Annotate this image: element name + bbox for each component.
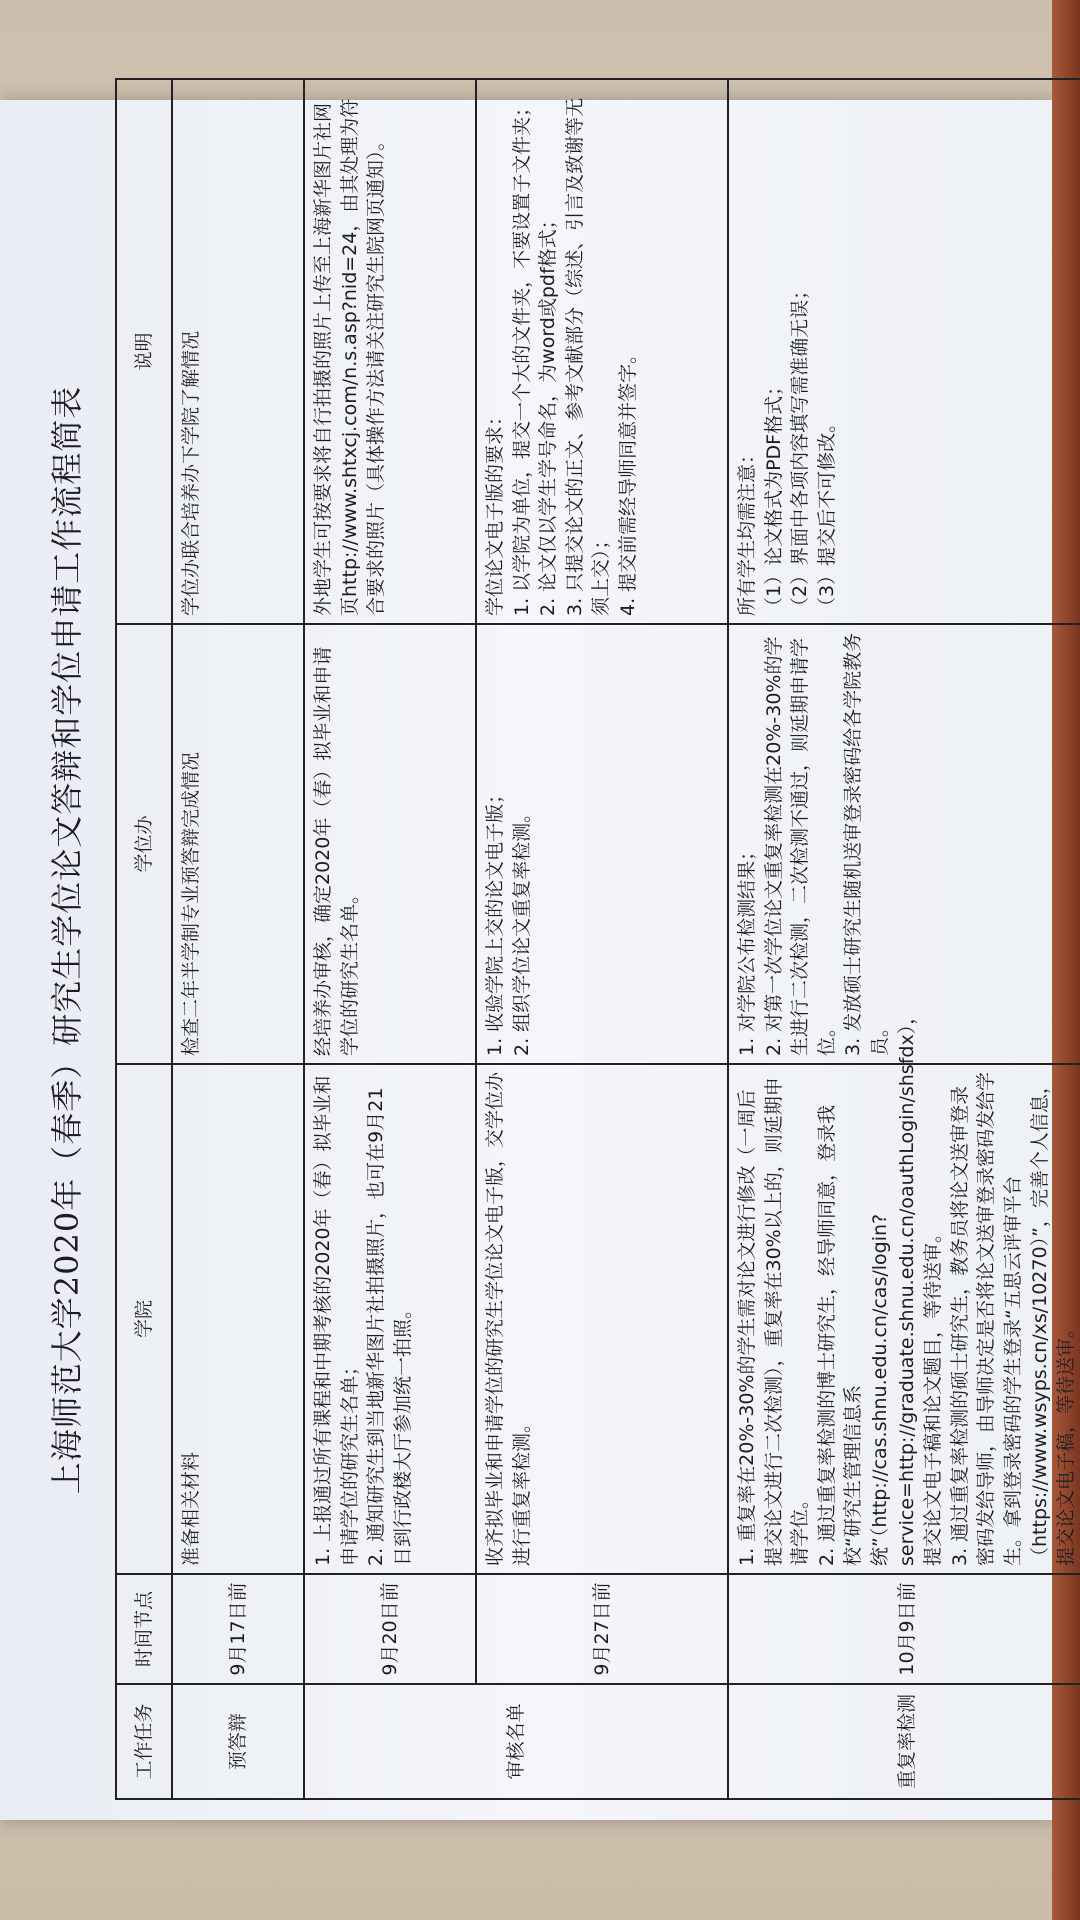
- header-office: 学位办: [116, 624, 172, 1064]
- cell-line: 准备相关材料: [180, 1451, 202, 1566]
- header-row: [116, 79, 172, 1799]
- college-cell: [476, 1064, 728, 1574]
- office-cell: [476, 624, 728, 1064]
- cell-line: 经培养办审核，确定2020年（春）拟毕业和申请学位的研究生名单。: [312, 646, 361, 1056]
- cell-line: 2. 对第一次学位论文重复率检测在20%-30%的学生进行二次检测，二次检测不通过，则延期申请学位。: [762, 636, 838, 1056]
- table-row: [172, 79, 304, 1799]
- office-cell: [304, 624, 476, 1064]
- time-cell: 9月17日前: [172, 1574, 304, 1684]
- cell-line: 1. 重复率在20%-30%的学生需对论文进行修改（一周后提交论文进行二次检测），重复率在30%以上的，则延期申请学位。: [736, 1077, 812, 1566]
- cell-line: 3. 通过重复率检测的硕士研究生，教务员将论文送审登录密码发给导师，由导师决定是否将论文送审登录密码发给学生。拿到登录密码的学生登录“五思云评审平台（https://www.wsyps.cn/xs/10270）”，完善个人信息，提交论文电子稿，等待送审。: [948, 1071, 1078, 1566]
- time-cell: 9月27日前: [476, 1574, 728, 1684]
- note-cell: [476, 79, 728, 624]
- cell-line: 1. 对学院公布检测结果；: [736, 841, 758, 1056]
- task-cell: 审核名单: [304, 1684, 728, 1799]
- task-cell: 重复率检测: [728, 1684, 1080, 1799]
- cell-line: 4. 提交前需经导师同意并签字。: [616, 344, 639, 616]
- cell-line: 外地学生可按要求将自行拍摄的照片上传至上海新华图片社网页http://www.shtxcj.com/n.s.asp?nid=24，由其处理为符合要求的照片（具体操作方法请关注研究生院网页通知）。: [312, 98, 388, 616]
- cell-line: 1. 上报通过所有课程和中期考核的2020年（春）拟毕业和申请学位的研究生名单；: [312, 1075, 361, 1566]
- header-note: 说明: [116, 79, 172, 624]
- note-cell: [172, 79, 304, 624]
- cell-line: 2. 论文仅以学生学号命名，为word或pdf格式；: [537, 210, 560, 616]
- rotated-document: [40, 80, 1078, 1800]
- table-row: [476, 79, 728, 1799]
- cell-line: 3. 只提交论文的正文、参考文献部分（综述、引言及致谢等无须上交）；: [563, 97, 613, 616]
- cell-line: 2. 组织学位论文重复率检测。: [510, 803, 533, 1056]
- cell-line: （1）论文格式为PDF格式；: [762, 376, 785, 616]
- task-cell: 预答辩: [172, 1684, 304, 1799]
- cell-line: 收齐拟毕业和申请学位的研究生学位论文电子版，交学位办进行重复率检测。: [484, 1071, 533, 1566]
- header-college: 学院: [116, 1064, 172, 1574]
- cell-line: 2. 通知研究生到当地新华图片社拍摄照片，也可在9月21日到行政楼大厅参加统一拍照。: [365, 1087, 414, 1566]
- cell-line: （3）提交后不可修改。: [815, 413, 838, 616]
- college-cell: [728, 1005, 1080, 1574]
- office-cell: [728, 624, 1080, 1064]
- cell-line: 1. 以学院为单位，提交一个大的文件夹，不要设置子文件夹；: [510, 97, 533, 616]
- cell-line: 3. 发放硕士研究生随机送审登录密码给各学院教务员。: [842, 632, 891, 1056]
- cell-line: （2）界面中各项内容填写需准确无误；: [789, 280, 812, 616]
- college-cell: [172, 1064, 304, 1574]
- header-time: 时间节点: [116, 1574, 172, 1684]
- note-cell: [728, 79, 1080, 624]
- cell-line: 检查二年半学制专业预答辩完成情况: [180, 751, 202, 1056]
- table-row: [728, 79, 1080, 1799]
- table-row: [304, 79, 476, 1799]
- cell-line: 学位论文电子版的要求：: [484, 406, 506, 616]
- header-task: 工作任务: [116, 1684, 172, 1799]
- note-cell: [304, 79, 476, 624]
- time-cell: 10月9日前: [728, 1574, 1080, 1684]
- document-title: 上海师范大学2020年（春季）研究生学位论文答辩和学位申请工作流程简表: [48, 385, 86, 1495]
- cell-line: 1. 收验学院上交的论文电子版；: [484, 784, 506, 1056]
- cell-line: 所有学生均需注意：: [736, 444, 758, 616]
- cell-line: 学位办联合培养办下学院了解情况: [180, 330, 202, 616]
- cell-line: 2. 通过重复率检测的博士研究生，经导师同意，登录我校“研究生管理信息系统”（http://cas.shnu.edu.cn/cas/login?service=http://graduate.shnu.edu.cn/oauthLogin/shsfdx），提交论文电子稿和论文题目，等待送审。: [815, 1005, 945, 1566]
- workflow-table: [115, 78, 1080, 1800]
- time-cell: 9月20日前: [304, 1574, 476, 1684]
- college-cell: [304, 1064, 476, 1574]
- office-cell: [172, 624, 304, 1064]
